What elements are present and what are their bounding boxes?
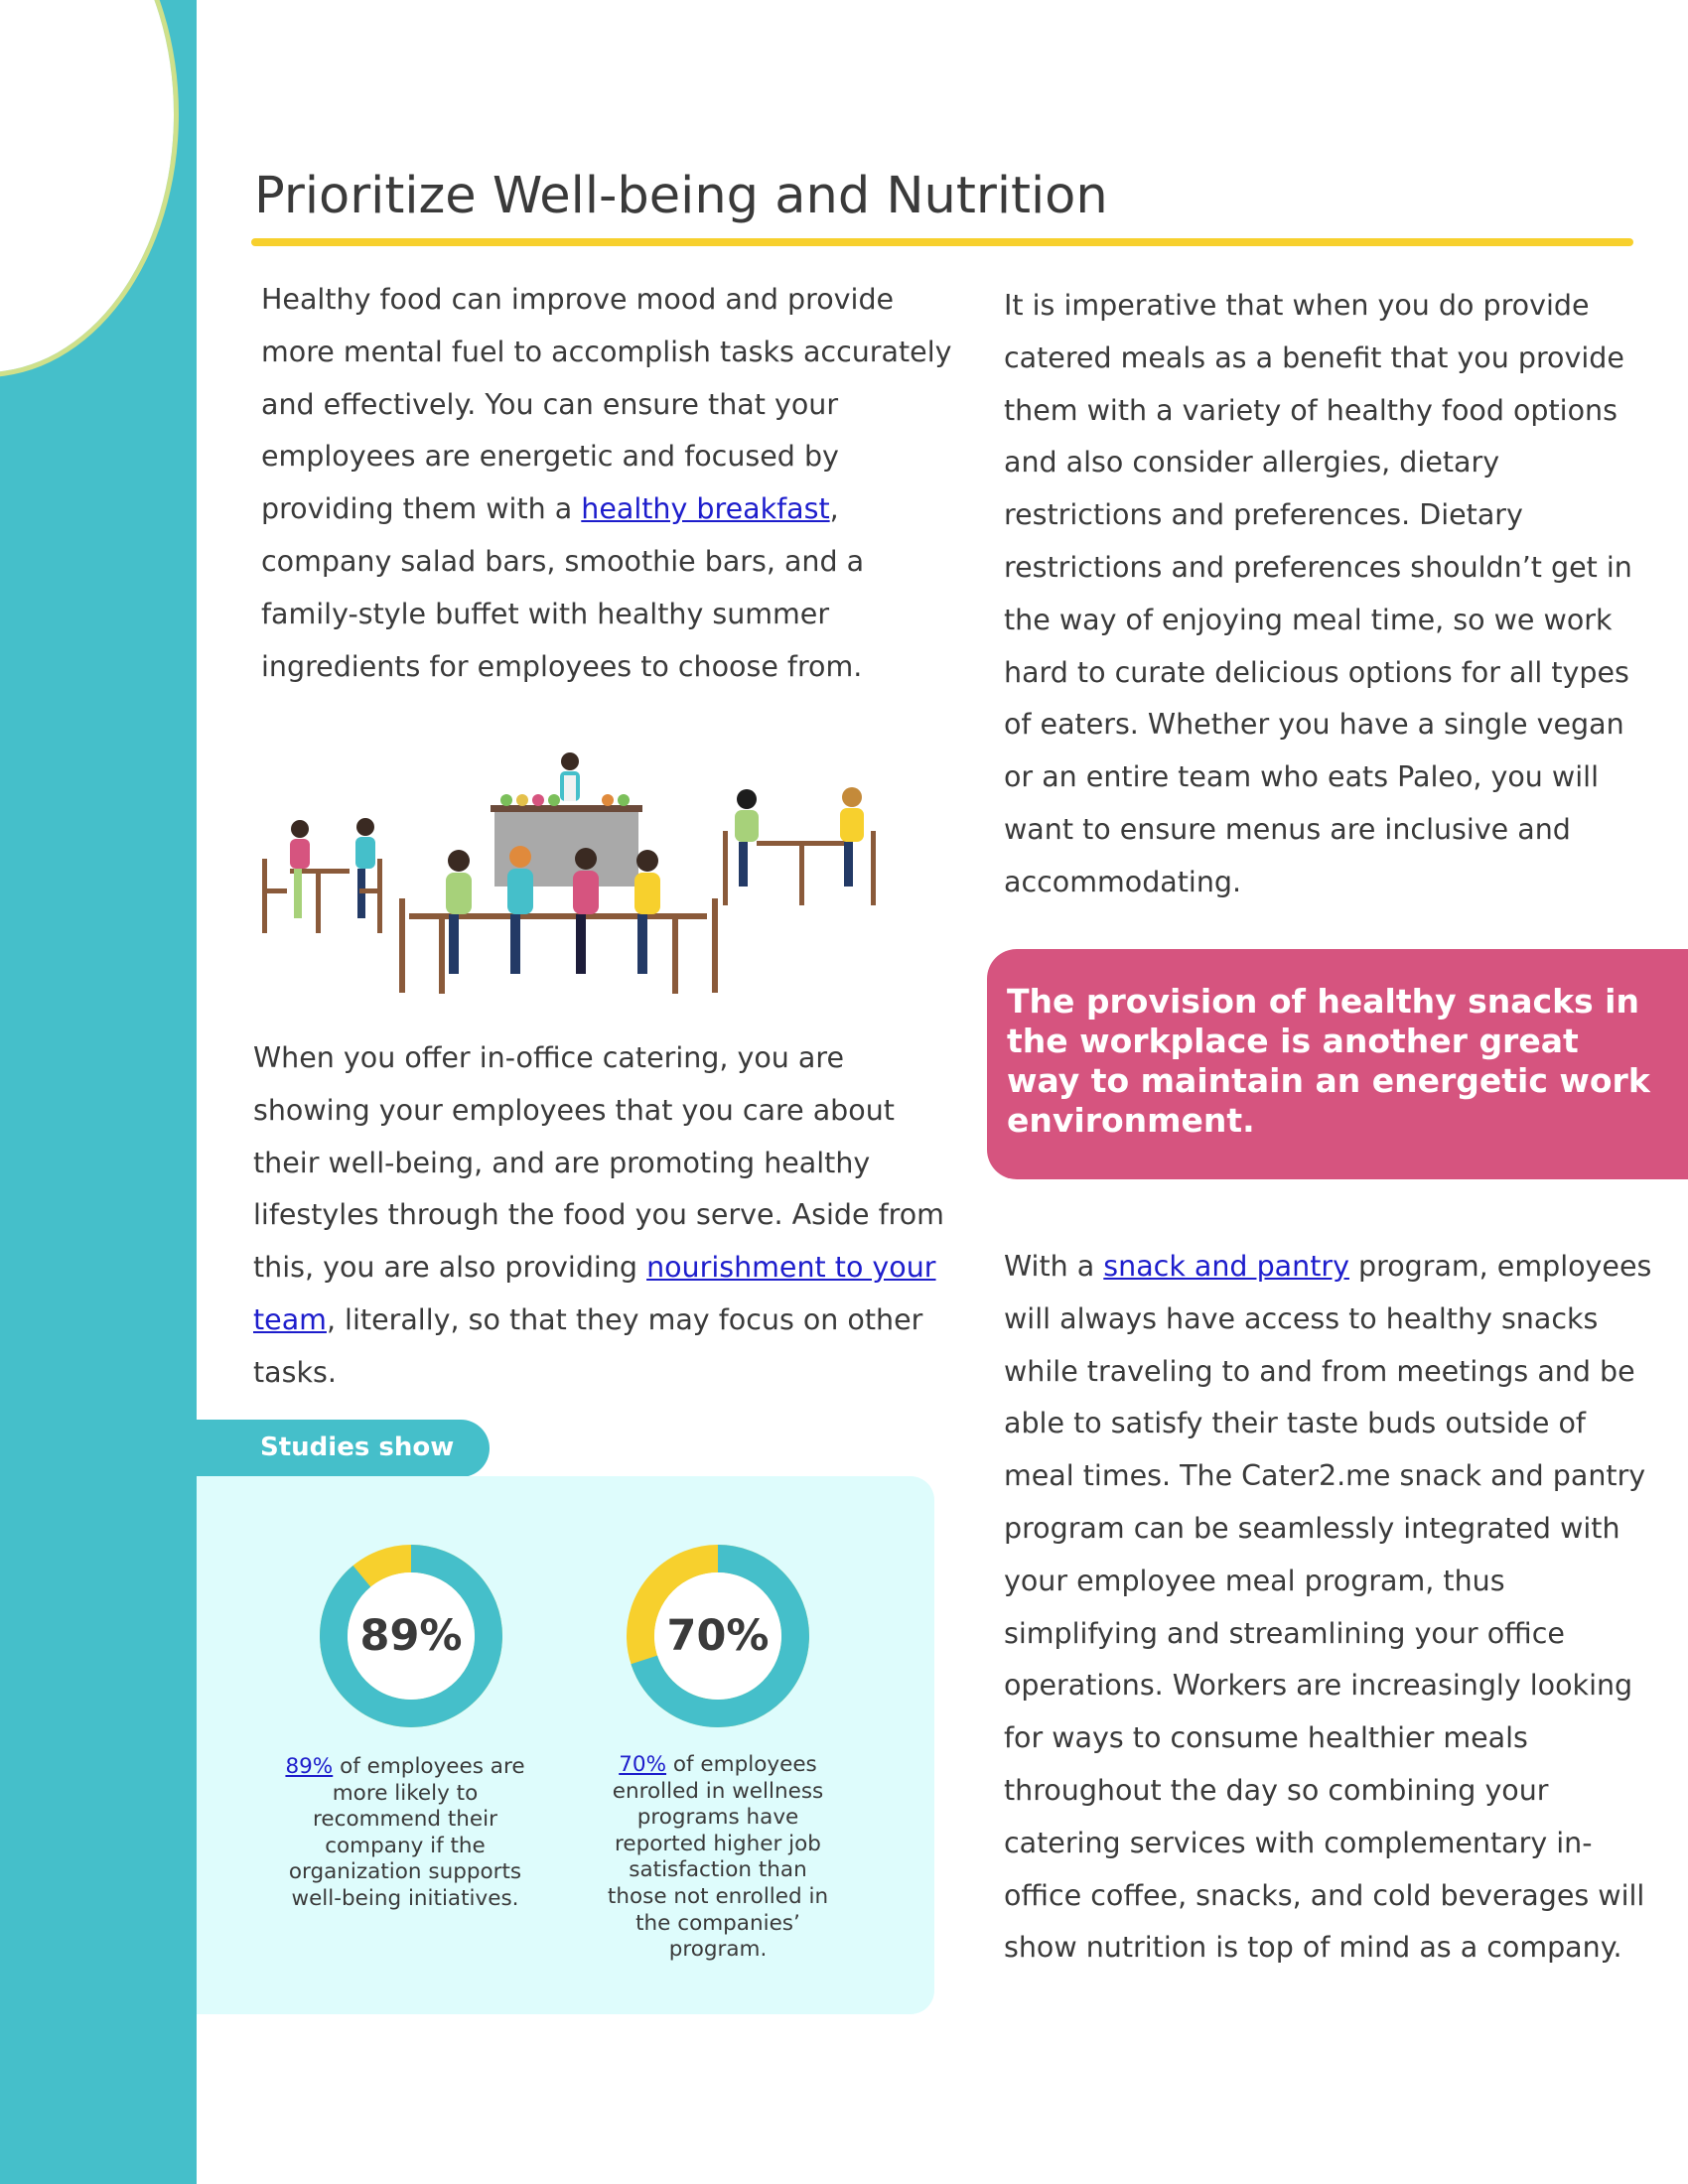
stat-percent-89: 89% <box>359 1611 463 1661</box>
nourishment-link[interactable]: nourishment to your team <box>253 1251 936 1336</box>
intro-paragraph: Healthy food can improve mood and provide more mental fuel to accomplish tasks accurately and effectively. You can ensure that your employees are energetic and focused by providing them with a healthy breakfast, company salad bars, smoothie bars, and a family-style buffet with healthy summer ingredients for employees to choose from. <box>261 283 952 683</box>
stat-caption-70: 70% of employees enrolled in wellness programs have reported higher job satisfaction than those not enrolled in the companies’ program. <box>607 1752 829 1963</box>
healthy-breakfast-link[interactable]: healthy breakfast <box>581 492 830 526</box>
page-title: Prioritize Well-being and Nutrition <box>254 167 1108 225</box>
callout-text: The provision of healthy snacks in the workplace is another great way to maintain an energetic work environment. <box>1007 982 1650 1140</box>
snack-pantry-paragraph: With a snack and pantry program, employees will always have access to healthy snacks while traveling to and from meetings and be able to satisfy their taste buds outside of meal times. The Cater2.me snack and pantry program can be seamlessly integrated with your employee meal program, thus simplifying and streamlining your office operations. Workers are increasingly looking for ways to consume healthier meals throughout the day so combining your catering services with complementary in-office coffee, snacks, and cold beverages will show nutrition is top of mind as a company. <box>1004 1250 1652 1965</box>
stat-percent-70: 70% <box>666 1611 770 1661</box>
stat-caption-89: 89% of employees are more likely to recommend their company if the organization supports well-being initiatives. <box>285 1754 525 1911</box>
office-dining-people-illustration <box>260 750 886 998</box>
studies-label: Studies show <box>260 1433 455 1462</box>
snack-and-pantry-link[interactable]: snack and pantry <box>1103 1250 1349 1283</box>
title-underline <box>251 238 1633 246</box>
menu-inclusivity-paragraph: It is imperative that when you do provide catered meals as a benefit that you provide them with a variety of healthy food options and also consider allergies, dietary restrictions and preferences. Dietary restrictions and preferences shouldn’t get in the way of enjoying meal time, so we work hard to curate delicious options for all types of eaters. Whether you have a single vegan or an entire team who eats Paleo, you will want to ensure menus are inclusive and accommodating. <box>1004 289 1632 898</box>
stat-link-89[interactable]: 89% <box>285 1754 334 1779</box>
section-number: 6 <box>79 127 155 264</box>
catering-paragraph: When you offer in-office catering, you are showing your employees that you care about their well-being, and are promoting healthy lifestyles through the food you serve. Aside from this, you are also providing nourishment to your team, literally, so that they may focus on other tasks. <box>253 1041 944 1389</box>
stat-link-70[interactable]: 70% <box>619 1752 667 1777</box>
